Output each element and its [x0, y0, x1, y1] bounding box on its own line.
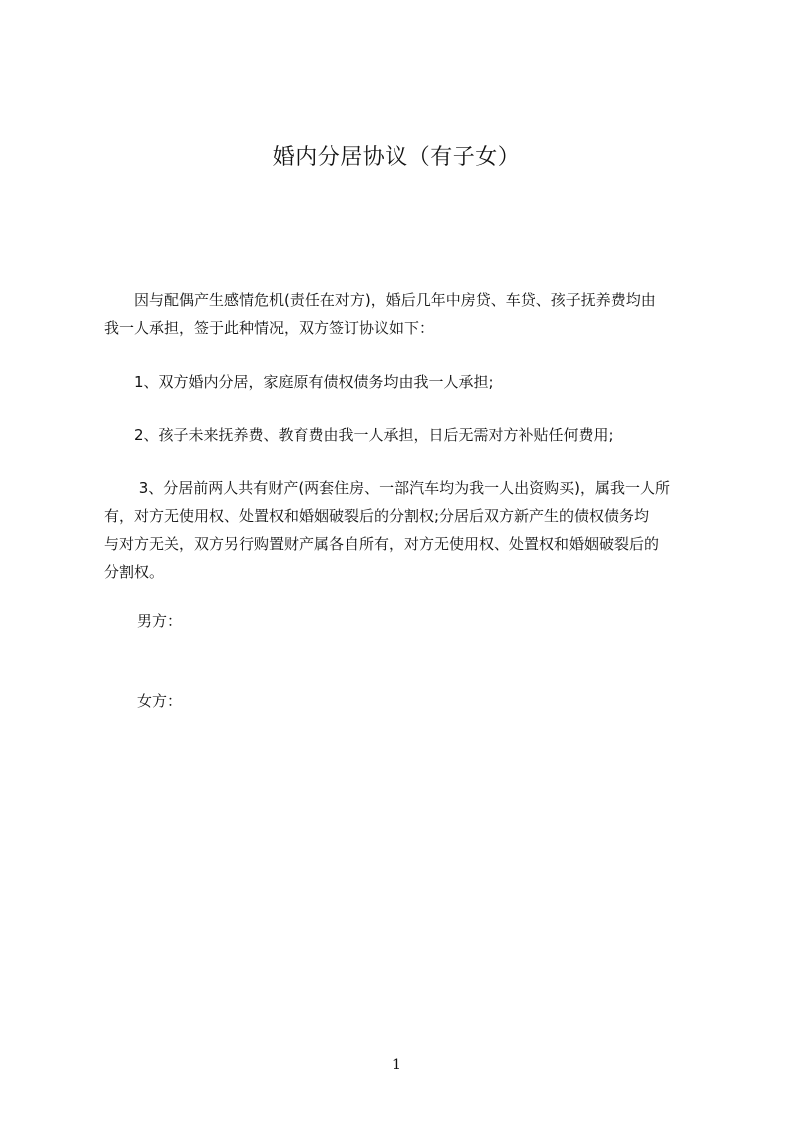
clause-1: [104, 368, 704, 396]
clause-1-line-1: 1、双方婚内分居，家庭原有债权债务均由我一人承担;: [104, 373, 494, 391]
intro-line-2: 我一人承担，签于此种情况，双方签订协议如下：: [104, 319, 435, 337]
female-signature-label: 女方：: [137, 692, 183, 710]
clause-3-line-1: 3、分居前两人共有财产(两套住房、一部汽车均为我一人出资购买)，属我一人所: [104, 479, 671, 497]
clause-2-line-1: 2、孩子未来抚养费、教育费由我一人承担，日后无需对方补贴任何费用;: [104, 426, 614, 444]
male-signature-label: 男方：: [137, 612, 183, 630]
clause-3: [104, 474, 704, 586]
page-number: 1: [392, 1057, 401, 1073]
clause-3-line-4: 分割权。: [104, 563, 165, 581]
clause-3-line-2: 有，对方无使用权、处置权和婚姻破裂后的分割权;分居后双方新产生的债权债务均: [104, 507, 650, 525]
intro-line-1: 因与配偶产生感情危机(责任在对方)，婚后几年中房贷、车贷、孩子抚养费均由: [104, 291, 656, 309]
clause-3-line-3: 与对方无关，双方另行购置财产属各自所有，对方无使用权、处置权和婚姻破裂后的: [104, 535, 660, 553]
intro-paragraph: [104, 286, 704, 342]
document-title: 婚内分居协议（有子女）: [272, 145, 521, 170]
clause-2: [104, 421, 704, 449]
